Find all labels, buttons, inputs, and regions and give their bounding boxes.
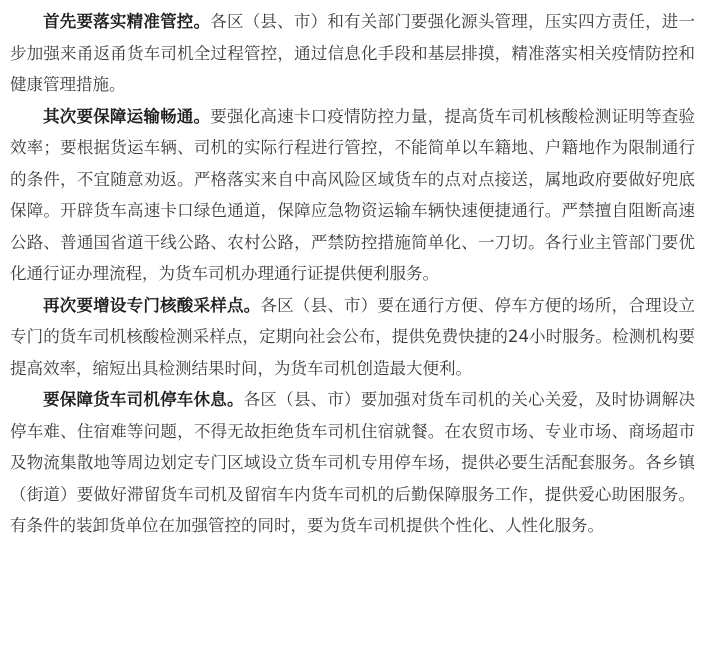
- paragraph-text: 各区（县、市）要在通行方便、停车方便的场所，合理设立专门的货车司机核酸检测采样点，定期向社会公布，提供免费快捷的24小时服务。检测机构要提高效率，缩短出具检测结果时间，为货车司机创造最大便利。: [10, 295, 696, 378]
- paragraph-parking-rest: [10, 384, 695, 542]
- paragraph-text: 各区（县、市）和有关部门要强化源头管理，压实四方责任，进一步加强来甬返甬货车司机全过程管控，通过信息化手段和基层排摸，精准落实相关疫情防控和健康管理措施。: [10, 12, 696, 94]
- paragraph-precise-control: [10, 6, 695, 101]
- paragraph-lead: 首先要落实精准管控。: [43, 12, 211, 31]
- paragraph-transport-smooth: [10, 101, 695, 290]
- paragraph-sampling-points: [10, 290, 695, 385]
- paragraph-lead: 再次要增设专门核酸采样点。: [43, 295, 261, 315]
- paragraph-text: 各区（县、市）要加强对货车司机的关心关爱，及时协调解决停车难、住宿难等问题，不得无故拒绝货车司机住宿就餐。在农贸市场、专业市场、商场超市及物流集散地等周边划定专门区域设立货车司机专用停车场，提供必要生活配套服务。各乡镇（街道）要做好滞留货车司机及留宿车内货车司机的后勤保障服务工作，提供爱心助困服务。有条件的装卸货单位在加强管控的同时，要为货车司机提供个性化、人性化服务。: [10, 390, 696, 535]
- paragraph-lead: 要保障货车司机停车休息。: [43, 390, 244, 409]
- paragraph-text: 要强化高速卡口疫情防控力量，提高货车司机核酸检测证明等查验效率；要根据货运车辆、司机的实际行程进行管控，不能简单以车籍地、户籍地作为限制通行的条件，不宜随意劝返。严格落实来自中高风险区域货车的点对点接送，属地政府要做好兜底保障。开辟货车高速卡口绿色通道，保障应急物资运输车辆快速便捷通行。严禁擅自阻断高速公路、普通国省道干线公路、农村公路，严禁防控措施简单化、一刀切。各行业主管部门要优化通行证办理流程，为货车司机办理通行证提供便利服务。: [10, 106, 696, 283]
- paragraph-lead: 其次要保障运输畅通。: [43, 106, 211, 126]
